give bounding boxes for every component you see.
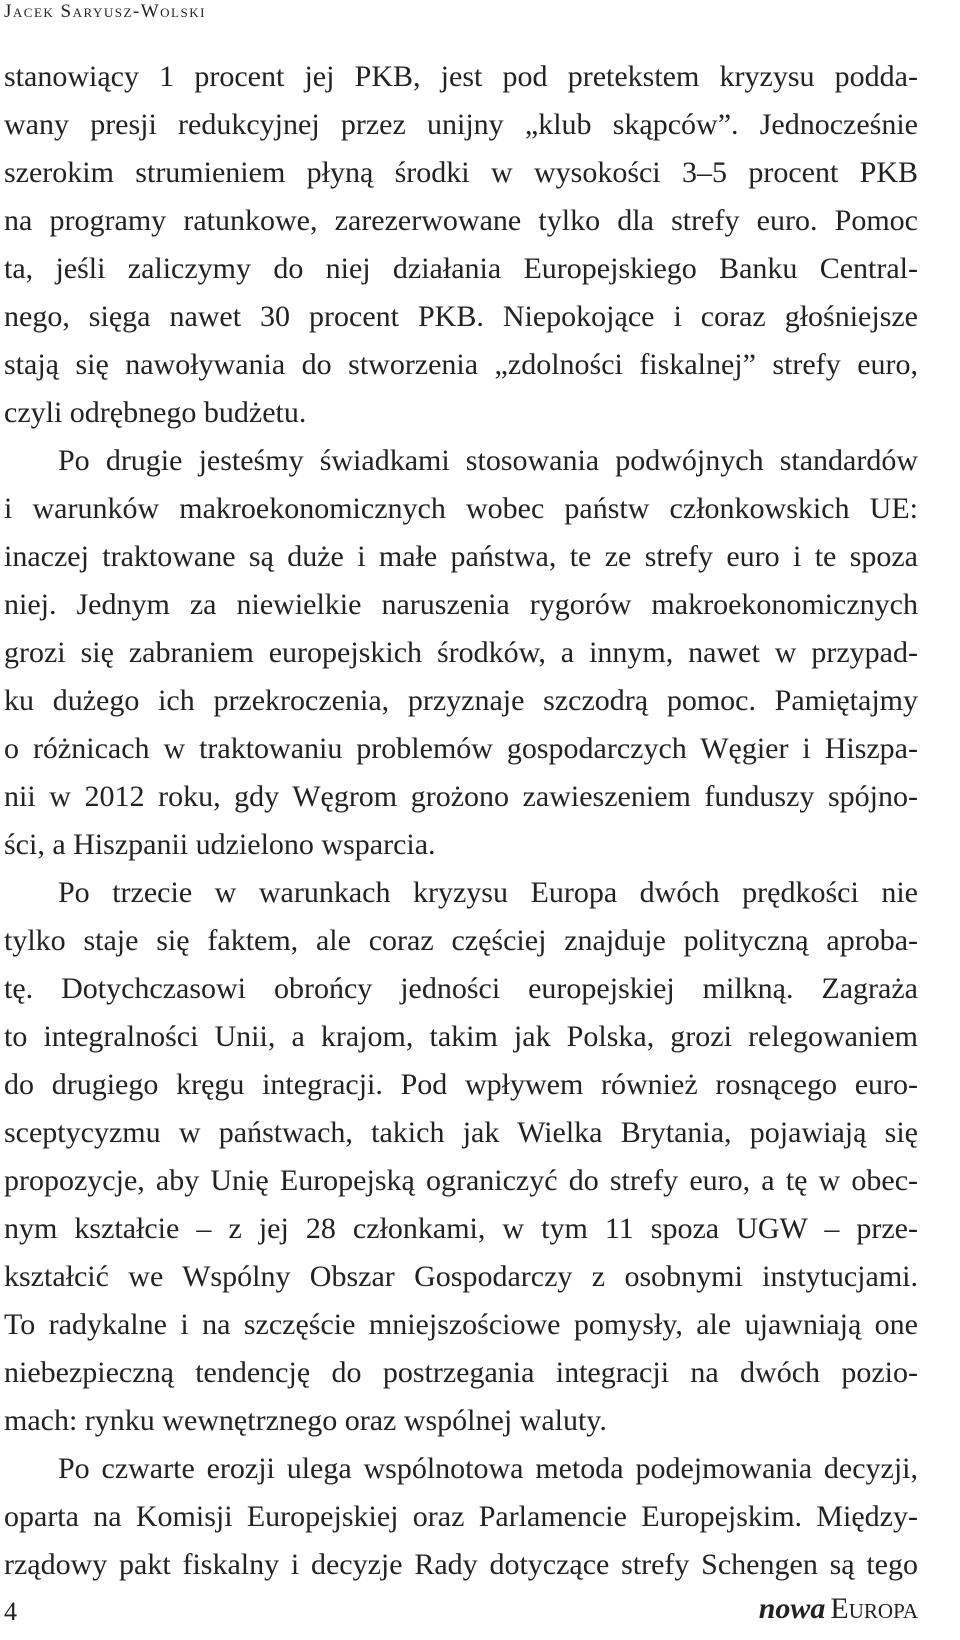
text-line: rządowy pakt fiskalny i decyzje Rady dotyczące strefy Schengen są tego [4,1548,918,1581]
text-line: sceptycyzmu w państwach, takich jak Wielka Brytania, pojawiają się [4,1116,918,1149]
paragraph [4,53,918,437]
text-line: Po drugie jesteśmy świadkami stosowania podwójnych standardów [58,444,918,477]
logo-word-europa: Europa [830,1592,918,1625]
text-line: oparta na Komisji Europejskiej oraz Parlamencie Europejskim. Między- [4,1500,918,1533]
body-text [4,53,918,1589]
text-line: do drugiego kręgu integracji. Pod wpływem również rosnącego euro- [4,1068,918,1101]
text-line: kształcić we Wspólny Obszar Gospodarczy z osobnymi instytucjami. [4,1260,918,1293]
text-line: Po czwarte erozji ulega wspólnotowa metoda podejmowania decyzji, [58,1452,918,1485]
paragraph [4,1445,918,1589]
running-head: Jacek Saryusz-Wolski [4,1,206,22]
page-number: 4 [4,1597,17,1626]
text-line: mach: rynku wewnętrznego oraz wspólnej waluty. [4,1404,607,1437]
paragraph [4,869,918,1445]
logo-word-nowa: nowa [758,1592,826,1625]
text-line: ku dużego ich przekroczenia, przyznaje szczodrą pomoc. Pamiętajmy [4,684,918,717]
text-line: niej. Jednym za niewielkie naruszenia rygorów makroekonomicznych [4,588,918,621]
text-line: Po trzecie w warunkach kryzysu Europa dwóch prędkości nie [58,876,918,909]
text-line: To radykalne i na szczęście mniejszościowe pomysły, ale ujawniają one [4,1308,918,1341]
text-line: i warunków makroekonomicznych wobec państw członkowskich UE: [4,492,918,525]
text-line: tylko staje się faktem, ale coraz częściej znajduje polityczną aproba- [4,924,918,957]
text-line: propozycje, aby Unię Europejską ograniczyć do strefy euro, a tę w obec- [4,1164,918,1197]
text-line: ści, a Hiszpanii udzielono wsparcia. [4,828,436,861]
text-line: ta, jeśli zaliczymy do niej działania Europejskiego Banku Central- [4,252,918,285]
text-line: czyli odrębnego budżetu. [4,396,307,429]
text-line: o różnicach w traktowaniu problemów gospodarczych Węgier i Hiszpa- [4,732,918,765]
text-line: nii w 2012 roku, gdy Węgrom grożono zawieszeniem funduszy spójno- [4,780,918,813]
text-line: szerokim strumieniem płyną środki w wysokości 3–5 procent PKB [4,156,918,189]
text-line: stają się nawoływania do stworzenia „zdolności fiskalnej” strefy euro, [4,348,918,381]
text-line: stanowiący 1 procent jej PKB, jest pod pretekstem kryzysu podda- [4,60,918,93]
text-line: inaczej traktowane są duże i małe państwa, te ze strefy euro i te spoza [4,540,918,573]
text-line: tę. Dotychczasowi obrońcy jedności europejskiej milkną. Zagraża [4,972,918,1005]
paragraph [4,437,918,869]
publication-logo [759,1592,918,1626]
text-line: nego, sięga nawet 30 procent PKB. Niepokojące i coraz głośniejsze [4,300,918,333]
text-line: to integralności Unii, a krajom, takim jak Polska, grozi relegowaniem [4,1020,918,1053]
text-line: niebezpieczną tendencję do postrzegania integracji na dwóch pozio- [4,1356,918,1389]
text-line: na programy ratunkowe, zarezerwowane tylko dla strefy euro. Pomoc [4,204,918,237]
text-line: grozi się zabraniem europejskich środków, a innym, nawet w przypad- [4,636,918,669]
text-line: nym kształcie – z jej 28 członkami, w tym 11 spoza UGW – prze- [4,1212,918,1245]
text-line: wany presji redukcyjnej przez unijny „klub skąpców”. Jednocześnie [4,108,918,141]
